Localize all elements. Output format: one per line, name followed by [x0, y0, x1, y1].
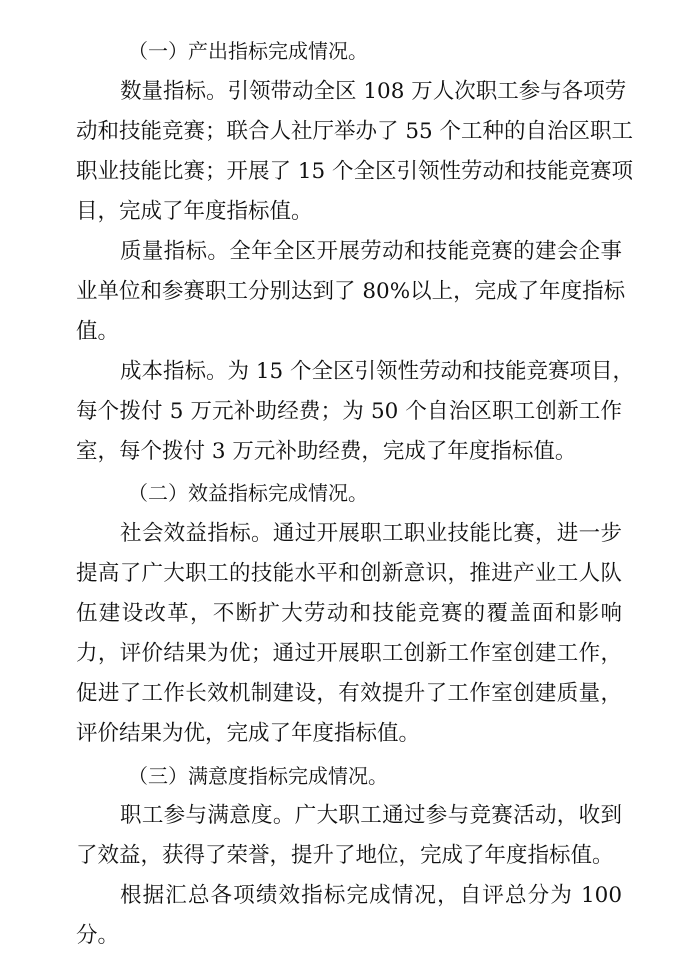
summary-line: 根据汇总各项绩效指标完成情况，自评总分为 100 [120, 883, 622, 908]
paragraph-line: 社会效益指标。通过开展职工职业技能比赛，进一步 [120, 521, 622, 546]
paragraph-line: 职业技能比赛；开展了 15 个全区引领性劳动和技能竞赛项 [76, 159, 634, 184]
section-heading-satisfaction: （三）满意度指标完成情况。 [128, 764, 388, 788]
paragraph-line: 业单位和参赛职工分别达到了 80%以上，完成了年度指标 [76, 279, 626, 304]
paragraph-line: 职工参与满意度。广大职工通过参与竞赛活动，收到 [120, 803, 622, 828]
paragraph-line: 值。 [76, 319, 120, 344]
paragraph-line: 了效益，获得了荣誉，提升了地位，完成了年度指标值。 [76, 843, 614, 868]
summary-line: 分。 [76, 923, 120, 948]
section-heading-benefit: （二）效益指标完成情况。 [128, 481, 368, 505]
paragraph-line: 质量指标。全年全区开展劳动和技能竞赛的建会企事 [120, 239, 622, 264]
paragraph-line: 动和技能竞赛；联合人社厅举办了 55 个工种的自治区职工 [76, 119, 634, 144]
paragraph-line: 评价结果为优，完成了年度指标值。 [76, 721, 421, 746]
paragraph-line: 促进了工作长效机制建设，有效提升了工作室创建质量， [76, 681, 622, 706]
paragraph-line: 目，完成了年度指标值。 [76, 199, 313, 224]
paragraph-line: 力，评价结果为优；通过开展职工创新工作室创建工作， [76, 641, 622, 666]
paragraph-line: 室，每个拨付 3 万元补助经费，完成了年度指标值。 [76, 439, 577, 464]
paragraph-line: 提高了广大职工的技能水平和创新意识，推进产业工人队 [76, 561, 622, 586]
paragraph-line: 成本指标。为 15 个全区引领性劳动和技能竞赛项目， [120, 359, 635, 384]
paragraph-line: 每个拨付 5 万元补助经费；为 50 个自治区职工创新工作 [76, 399, 622, 424]
paragraph-line: 伍建设改革，不断扩大劳动和技能竞赛的覆盖面和影响 [76, 601, 622, 626]
section-heading-output: （一）产出指标完成情况。 [128, 39, 368, 63]
paragraph-line: 数量指标。引领带动全区 108 万人次职工参与各项劳 [120, 79, 627, 104]
